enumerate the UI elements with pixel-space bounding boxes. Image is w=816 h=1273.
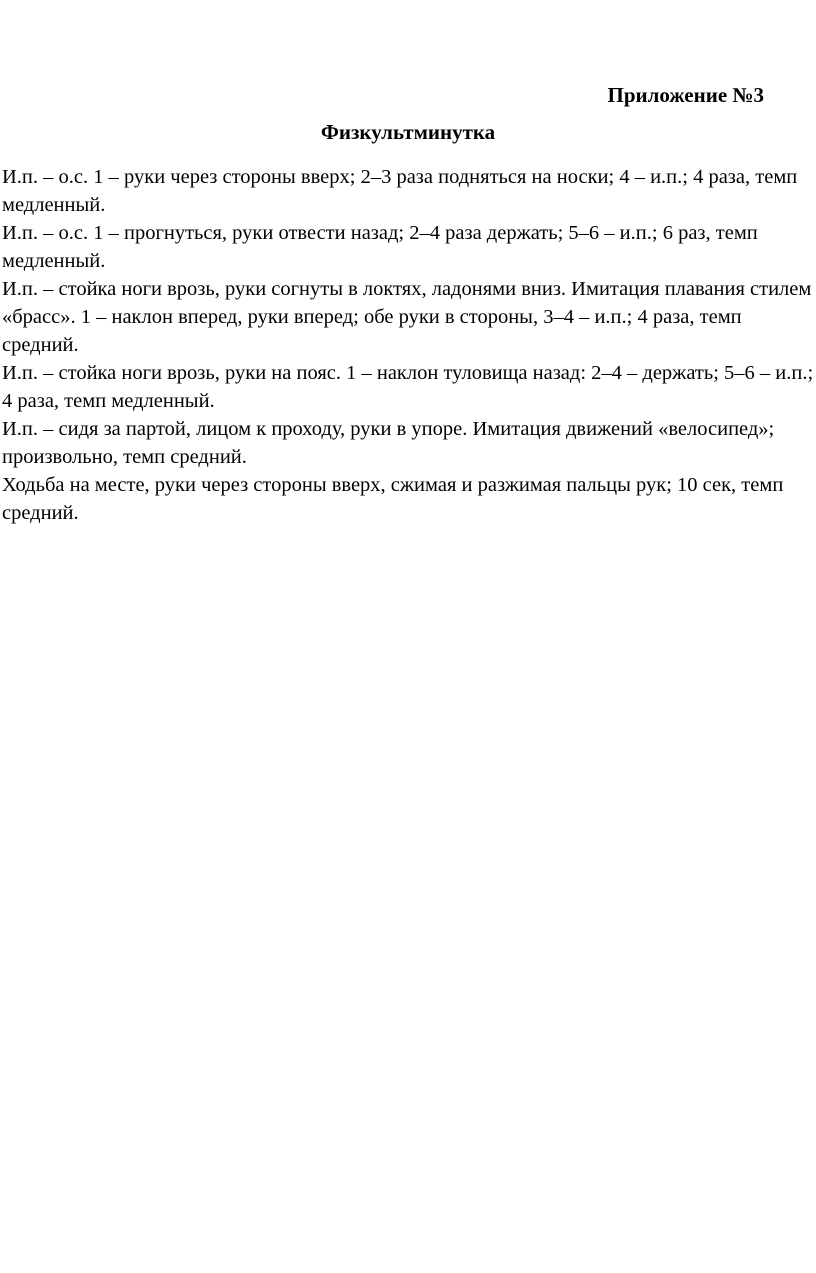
exercise-paragraph-3: И.п. – стойка ноги врозь, руки согнуты в локтях, ладонями вниз. Имитация плавания стилем «брасс». 1 – наклон вперед, руки вперед; обе руки в стороны, 3–4 – и.п.; 4 раза, темп средний. xyxy=(2,278,812,356)
exercise-paragraph-1: И.п. – о.с. 1 – руки через стороны вверх; 2–3 раза подняться на носки; 4 – и.п.; 4 раза, темп медленный. xyxy=(2,166,798,216)
exercise-paragraph-2: И.п. – о.с. 1 – прогнуться, руки отвести назад; 2–4 раза держать; 5–6 – и.п.; 6 раз, темп медленный. xyxy=(2,222,758,272)
appendix-label: Приложение №3 xyxy=(607,83,764,107)
page-title: Физкультминутка xyxy=(320,120,496,144)
exercise-paragraph-4: И.п. – стойка ноги врозь, руки на пояс. 1 – наклон туловища назад: 2–4 – держать; 5–6 – и.п.; 4 раза, темп медленный. xyxy=(2,362,814,412)
document-body xyxy=(2,163,814,527)
exercise-paragraph-6: Ходьба на месте, руки через стороны вверх, сжимая и разжимая пальцы рук; 10 сек, темп средний. xyxy=(2,474,784,524)
exercise-paragraph-5: И.п. – сидя за партой, лицом к проходу, руки в упоре. Имитация движений «велосипед»; произвольно, темп средний. xyxy=(2,418,775,468)
